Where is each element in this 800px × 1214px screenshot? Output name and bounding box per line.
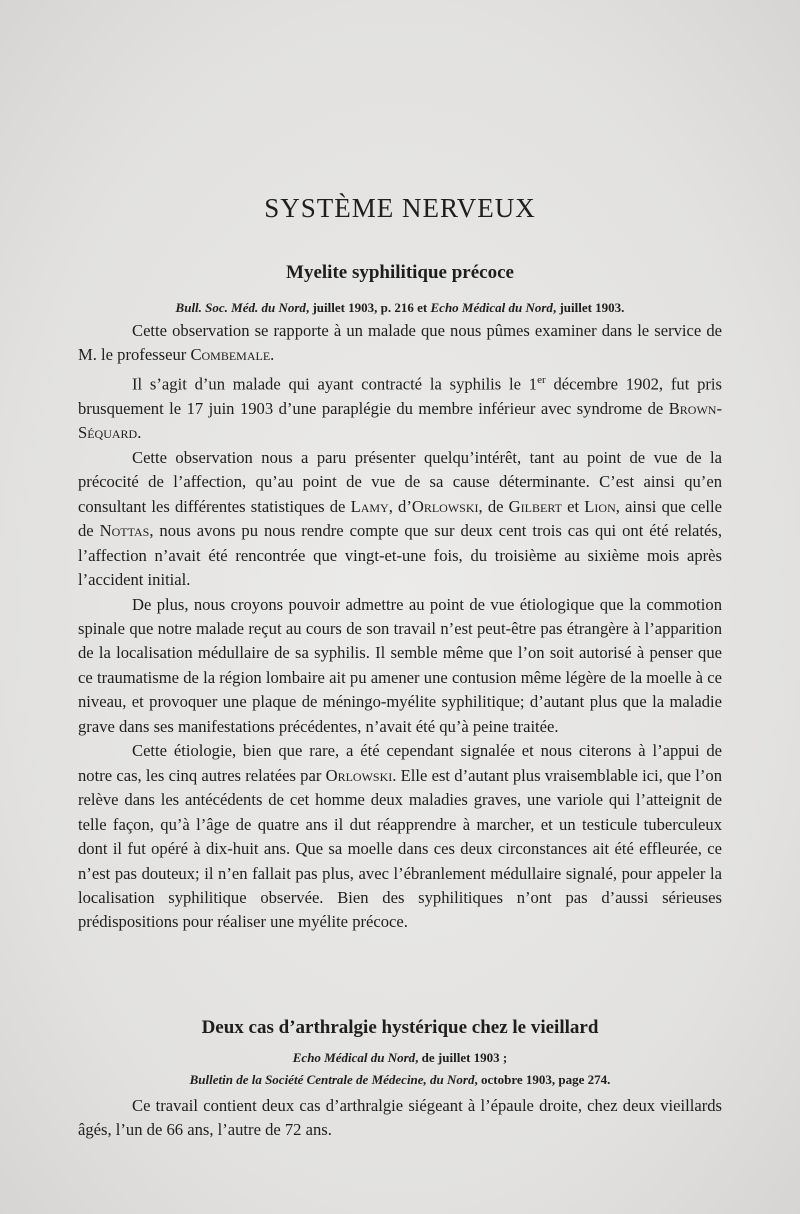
source-citation xyxy=(0,1050,800,1066)
citation-part: , octobre 1903, page 274. xyxy=(474,1072,611,1087)
citation-part: , juillet 1903. xyxy=(552,300,625,315)
section-body-myelite xyxy=(78,319,722,935)
citation-part: Echo Médical du Nord xyxy=(292,1050,416,1065)
paragraph: Ce travail contient deux cas d’arthralgie siégeant à l’épaule droite, chez deux vieillards âgés, l’un de 66 ans, l’autre de 72 ans. xyxy=(78,1096,722,1140)
citation-part: Bulletin de la Société Centrale de Médecine, du Nord xyxy=(189,1072,475,1087)
paragraph: De plus, nous croyons pouvoir admettre au point de vue étiologique que la commotion spinale que notre malade reçut au cours de son travail n’est peut-être pas étrangère à l’apparition de la localisation médullaire de sa syphilis. Il semble même que l’on soit autorisé à penser que ce traumatisme de la région lombaire ait pu amener une contusion même légère de la moelle à ce niveau, et provoquer une plaque de méningo-myélite syphilitique; d’autant plus que la maladie grave dans ses manifestations précédentes, n’avait été qu’à peine traitée. xyxy=(78,594,722,736)
citation-part: Echo Médical du Nord xyxy=(430,300,553,315)
citation-part: , juillet 1903, p. 216 et xyxy=(305,300,431,315)
source-citation xyxy=(0,300,800,316)
paragraph: Cette étiologie, bien que rare, a été cependant signalée et nous citerons à l’appui de notre cas, les cinq autres relatées par Orlowski. Elle est d’autant plus vraisemblable ici, que l’on relève dans les antécédents de cet homme deux maladies graves, une variole qui l’atteignit de telle façon, qu’à l’âge de quatre ans il dut réapprendre à marcher, et un testicule tuberculeux dont il fut opéré à dix-huit ans. Que sa moelle dans ces deux circonstances ait été effleurée, ce n’est pas douteux; il n’en fallait pas plus, avec l’ébranlement médullaire signalé, pour appeler la localisation syphilitique observée. Bien des syphilitiques n’ont pas d’aussi sérieuses prédispositions pour réaliser une myélite précoce. xyxy=(78,741,722,932)
paragraph: Il s’agit d’un malade qui ayant contracté la syphilis le 1er décembre 1902, fut pris brusquement le 17 juin 1903 d’une paraplégie du membre inférieur avec syndrome de Brown-Séquard. xyxy=(78,373,722,443)
citation-part: Bull. Soc. Méd. du Nord xyxy=(175,300,306,315)
paragraph: Cette observation se rapporte à un malade que nous pûmes examiner dans le service de M. le professeur Combemale. xyxy=(78,321,722,365)
paragraph: Cette observation nous a paru présenter quelqu’intérêt, tant au point de vue de la précocité de l’affection, qu’au point de vue de sa cause déterminante. C’est ainsi qu’en consultant les différentes statistiques de Lamy, d’Orlowski, de Gilbert et Lion, ainsi que celle de Nottas, nous avons pu nous rendre compte que sur deux cent trois cas qui ont été relatés, l’affection n’avait été rencontrée que vingt-et-une fois, du troisième au sixième mois après l’accident initial. xyxy=(78,447,723,590)
section-heading-arthralgie: Deux cas d’arthralgie hystérique chez le vieillard xyxy=(201,1017,599,1038)
section-body-arthralgie xyxy=(78,1094,722,1143)
source-citation xyxy=(0,1072,800,1088)
section-heading-myelite: Myelite syphilitique précoce xyxy=(286,262,514,283)
citation-part: , de juillet 1903 ; xyxy=(415,1050,508,1065)
chapter-title: SYSTÈME NERVEUX xyxy=(264,193,536,223)
